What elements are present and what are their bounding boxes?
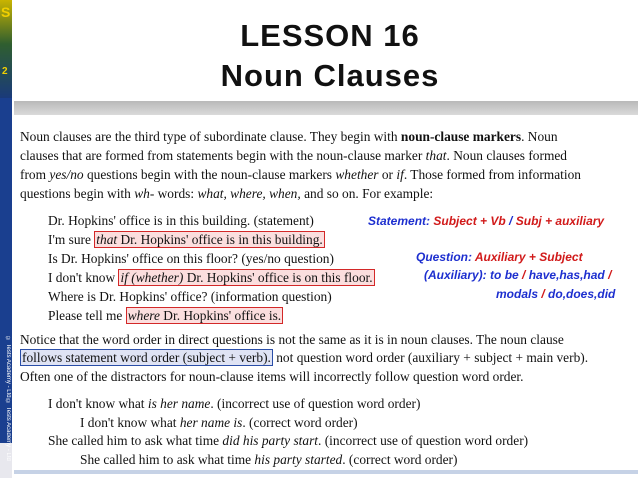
edge-letter: S bbox=[1, 4, 11, 20]
annotation-modals: modals / do,does,did bbox=[496, 287, 616, 301]
lesson-subtitle: Noun Clauses bbox=[220, 58, 440, 93]
word-order-correct-1: I don't know what her name is. (correct word order) bbox=[80, 415, 358, 430]
example-info-question: Where is Dr. Hopkins' office? (information question) bbox=[48, 289, 332, 304]
example-yes-no-clause: I don't know if (whether) Dr. Hopkins' office is on this floor. bbox=[48, 270, 373, 285]
example-info-clause: Please tell me where Dr. Hopkins' office is. bbox=[48, 308, 282, 323]
word-order-incorrect-1: I don't know what is her name. (incorrect use of question word order) bbox=[48, 396, 421, 411]
intro-line-2: clauses that are formed from statements begin with the noun-clause marker that. Noun clauses formed bbox=[20, 148, 567, 163]
highlight-if-clause: if (whether) Dr. Hopkins' office is on this floor. bbox=[120, 270, 373, 285]
edge-number: 2 bbox=[2, 66, 8, 77]
notice-line-3: Often one of the distractors for noun-clause items will incorrectly follow question word order. bbox=[20, 369, 524, 384]
example-statement: Dr. Hopkins' office is in this building. (statement) bbox=[48, 213, 314, 228]
annotation-auxiliary: (Auxiliary): to be / have,has,had / bbox=[424, 268, 612, 282]
notice-line-1: Notice that the word order in direct questions is not the same as it is in noun clauses. The noun clause bbox=[20, 332, 564, 347]
edge-vertical-text: © Tests Academy - Ltd © Tests Academy - Ltd bbox=[5, 336, 11, 461]
lesson-title: LESSON 16 bbox=[240, 18, 420, 53]
intro-line-1: Noun clauses are the third type of subordinate clause. They begin with noun-clause markers. Noun bbox=[20, 129, 558, 144]
word-order-incorrect-2: She called him to ask what time did his party start. (incorrect use of question word order) bbox=[48, 433, 529, 448]
notice-line-2: follows statement word order (subject + verb). not question word order (auxiliary + subject + main verb). bbox=[22, 350, 589, 365]
highlight-statement-order: follows statement word order (subject + verb). bbox=[22, 350, 271, 365]
example-yes-no: Is Dr. Hopkins' office on this floor? (yes/no question) bbox=[48, 251, 334, 266]
highlight-where-clause: where Dr. Hopkins' office is. bbox=[127, 308, 282, 323]
intro-line-4: questions begin with wh- words: what, where, when, and so on. For example: bbox=[20, 186, 434, 201]
annotation-question: Question: Auxiliary + Subject bbox=[416, 250, 583, 264]
highlight-that-clause: that Dr. Hopkins' office is in this building. bbox=[96, 232, 323, 247]
bottom-divider bbox=[14, 470, 638, 474]
example-statement-clause: I'm sure that Dr. Hopkins' office is in this building. bbox=[48, 232, 323, 247]
annotation-statement: Statement: Subject + Vb / Subj + auxiliary bbox=[368, 214, 605, 228]
word-order-correct-2: She called him to ask what time his party started. (correct word order) bbox=[80, 452, 458, 467]
title-divider-bar bbox=[14, 101, 638, 115]
intro-line-3: from yes/no questions begin with the noun-clause markers whether or if. Those formed from information bbox=[20, 167, 581, 182]
